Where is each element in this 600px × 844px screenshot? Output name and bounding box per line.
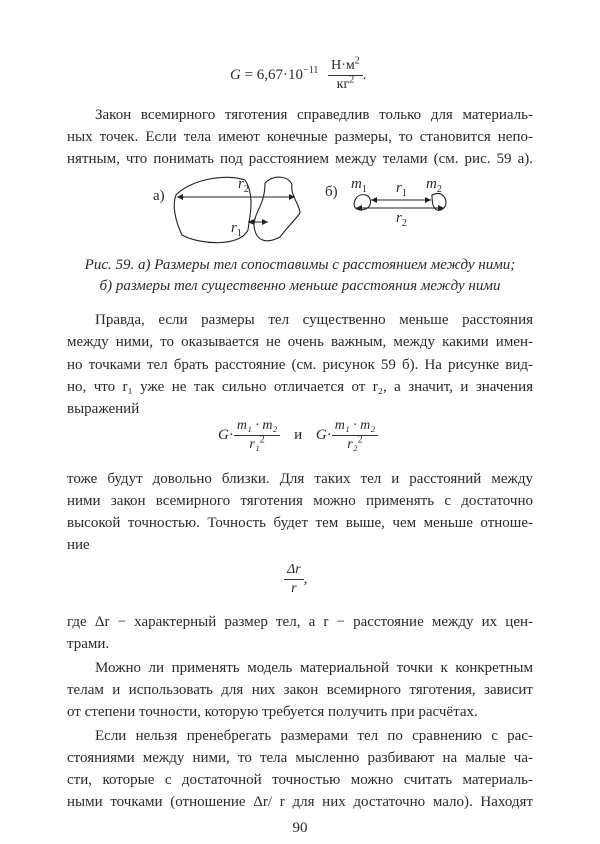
units-denominator: кг [336,77,350,92]
paragraph-line: Правда, если размеры тел существенно меньше расстояния [95,312,533,328]
m: m [426,176,437,192]
symbol-G: G [230,66,241,83]
sub: 2 [436,184,442,195]
exponent: −11 [303,64,319,76]
symbol-G: G [218,426,229,443]
paragraph-line: сти, которые с достаточной точностью можно считать материаль- [67,772,533,788]
figure-label-a: а) [153,188,165,204]
r: r [396,180,402,196]
conjunction: и [294,426,303,443]
page-number: 90 [292,820,308,836]
label-m1 [351,176,367,193]
value: = 6,67·10 [240,66,304,83]
paragraph-line: высокой точностью. Точность будет тем выше, чем меньше отноше- [67,515,533,531]
paragraph-line: от степени точности, которую требуется получить при расчётах. [67,704,478,720]
ratio-formula [284,562,307,597]
paragraph-line: ними закон всемирного тяготения можно применять с достаточно [67,493,533,509]
ratio-fraction [284,562,304,597]
r: r [231,220,237,236]
body-a2 [254,177,300,241]
figure-59 [140,175,460,250]
denominator: r₂ [347,437,358,452]
gravitational-constant-formula [230,55,367,93]
numerator: m₁ · m₂ [234,418,280,436]
comparison-formula: G· $\frac{\text{m₁ · m₂}}{r_1^2}$ и G· $\frac{\text{m₁ · m₂}}{r_2^2}$ [218,418,378,453]
paragraph-line: выражений [67,401,140,417]
r: r [396,210,402,226]
label-r1-b [396,180,407,197]
square: 2 [259,434,265,446]
paragraph-line: но, что r₁ уже не так сильно отличается от r₂, а значит, и значения [67,379,533,395]
period: . [362,66,367,83]
paragraph-line: тоже будут довольно близки. Для таких тел и расстояний между [67,471,533,487]
denominator: r [291,581,297,596]
sub: 2 [243,184,249,195]
units-num-exp: 2 [354,55,360,67]
numerator: Δr [284,562,304,580]
paragraph-line: но точками тел брать расстояние (см. рисунок 59 б). На рисунке вид- [67,357,533,373]
sub: 1 [361,184,367,195]
paragraph-line: Закон всемирного тяготения справедлив только для материаль- [95,107,533,123]
paragraph-line: между ними, то оказывается не очень важным, между какими имен- [67,334,533,350]
paragraph-line: ных точек. Если тела имеют конечные размеры, то становится непо- [67,129,533,145]
denominator: r₁ [249,437,260,452]
numerator: m₁ · m₂ [332,418,378,436]
units-fraction [328,55,363,93]
square: 2 [357,434,363,446]
label-r2-b [396,210,407,227]
sub: 1 [401,188,407,199]
paragraph-line: стояниями между ними, то тела мысленно разбивают на малые ча- [67,750,533,766]
units-numerator: Н·м [331,58,355,73]
paragraph-line: ными точками (отношение Δr/ r для них достаточно мало). Находят [67,794,533,810]
figure-caption-line: б) размеры тел существенно меньше расстояния между ними [99,278,501,294]
sub: 1 [236,228,242,239]
units-den-exp: 2 [349,74,355,86]
label-r1-a [231,220,242,237]
fraction-1 [234,418,280,453]
paragraph-line: нятным, что понимать под расстоянием между телами (см. рис. 59 а). [67,151,533,167]
paragraph-line: трами. [67,636,110,652]
m: m [351,176,362,192]
comma: , [303,570,308,587]
label-r2-a [238,176,249,193]
paragraph-line: телам и использовать для них закон всемирного тяготения, зависит [67,682,533,698]
paragraph-line: где Δr − характерный размер тел, а r − расстояние между их цен- [67,614,533,630]
paragraph-line: Можно ли применять модель материальной точки к конкретным [95,660,533,676]
figure-label-b: б) [325,184,338,200]
sub: 2 [401,218,407,229]
paragraph-line: ние [67,537,90,553]
r: r [238,176,244,192]
symbol-G: G [315,426,327,443]
paragraph-line: Если нельзя пренебрегать размерами тел по сравнению с рас- [95,728,533,744]
figure-caption-line: Рис. 59. а) Размеры тел сопоставимы с расстоянием между ними; [84,257,516,273]
label-m2 [426,176,442,193]
fraction-2 [332,418,378,453]
